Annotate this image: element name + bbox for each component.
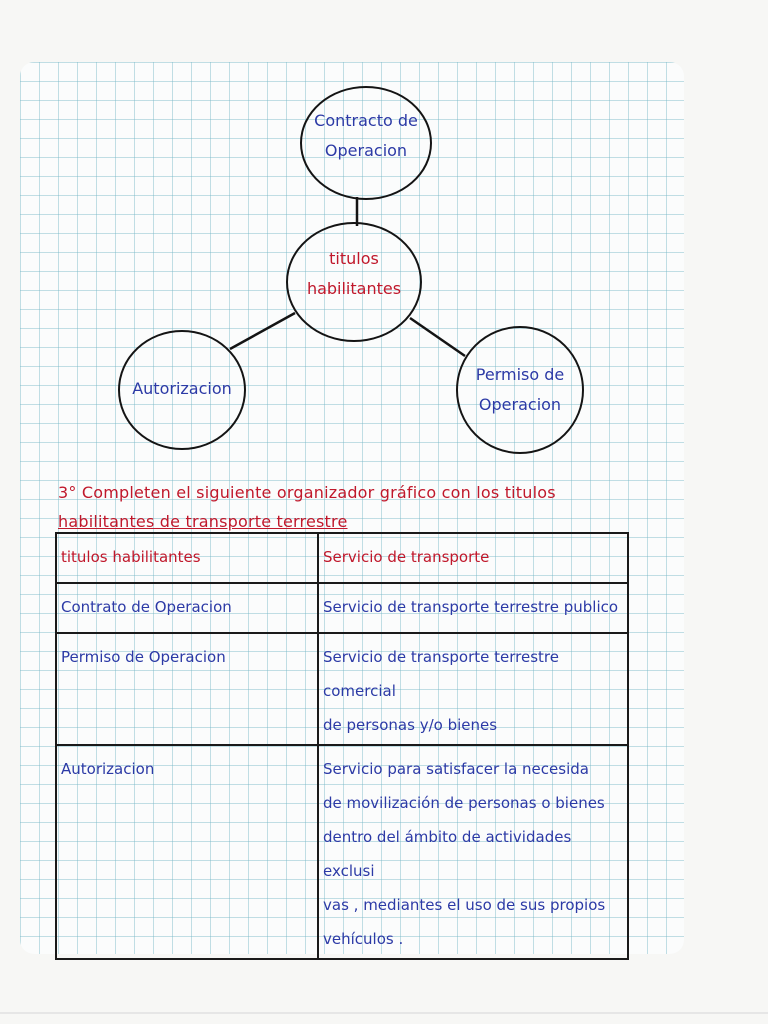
question-line-1: 3° Completen el siguiente organizador gráfico con los titulos (58, 483, 556, 502)
connector-right (410, 318, 465, 356)
row-3-titulo: Autorizacion (56, 745, 318, 959)
node-center-label: titulos habilitantes (306, 249, 402, 299)
table-row (56, 583, 628, 633)
node-top-label: Contracto de Operacion (314, 111, 418, 161)
row-2-titulo: Permiso de Operacion (56, 633, 318, 745)
table-row (56, 745, 628, 959)
header-servicio: Servicio de transporte (318, 533, 628, 583)
question-text (58, 478, 638, 536)
row-1-servicio: Servicio de transporte terrestre publico (318, 583, 628, 633)
node-left-label: Autorizacion (132, 379, 232, 398)
table-row (56, 633, 628, 745)
table-header-row (56, 533, 628, 583)
row-1-titulo: Contrato de Operacion (56, 583, 318, 633)
question-line-2: habilitantes de transporte terrestre (58, 512, 348, 531)
row-2-servicio: Servicio de transporte terrestre comercial de personas y/o bienes (318, 633, 628, 745)
connector-left (230, 313, 295, 349)
row-3-servicio: Servicio para satisfacer la necesida de movilización de personas o bienes dentro del ámbito de actividades exclusi vas , mediantes el uso de sus propios vehículos . (318, 745, 628, 959)
organizer-table (55, 532, 629, 960)
header-titulos: titulos habilitantes (56, 533, 318, 583)
node-right-label: Permiso de Operacion (475, 365, 565, 415)
